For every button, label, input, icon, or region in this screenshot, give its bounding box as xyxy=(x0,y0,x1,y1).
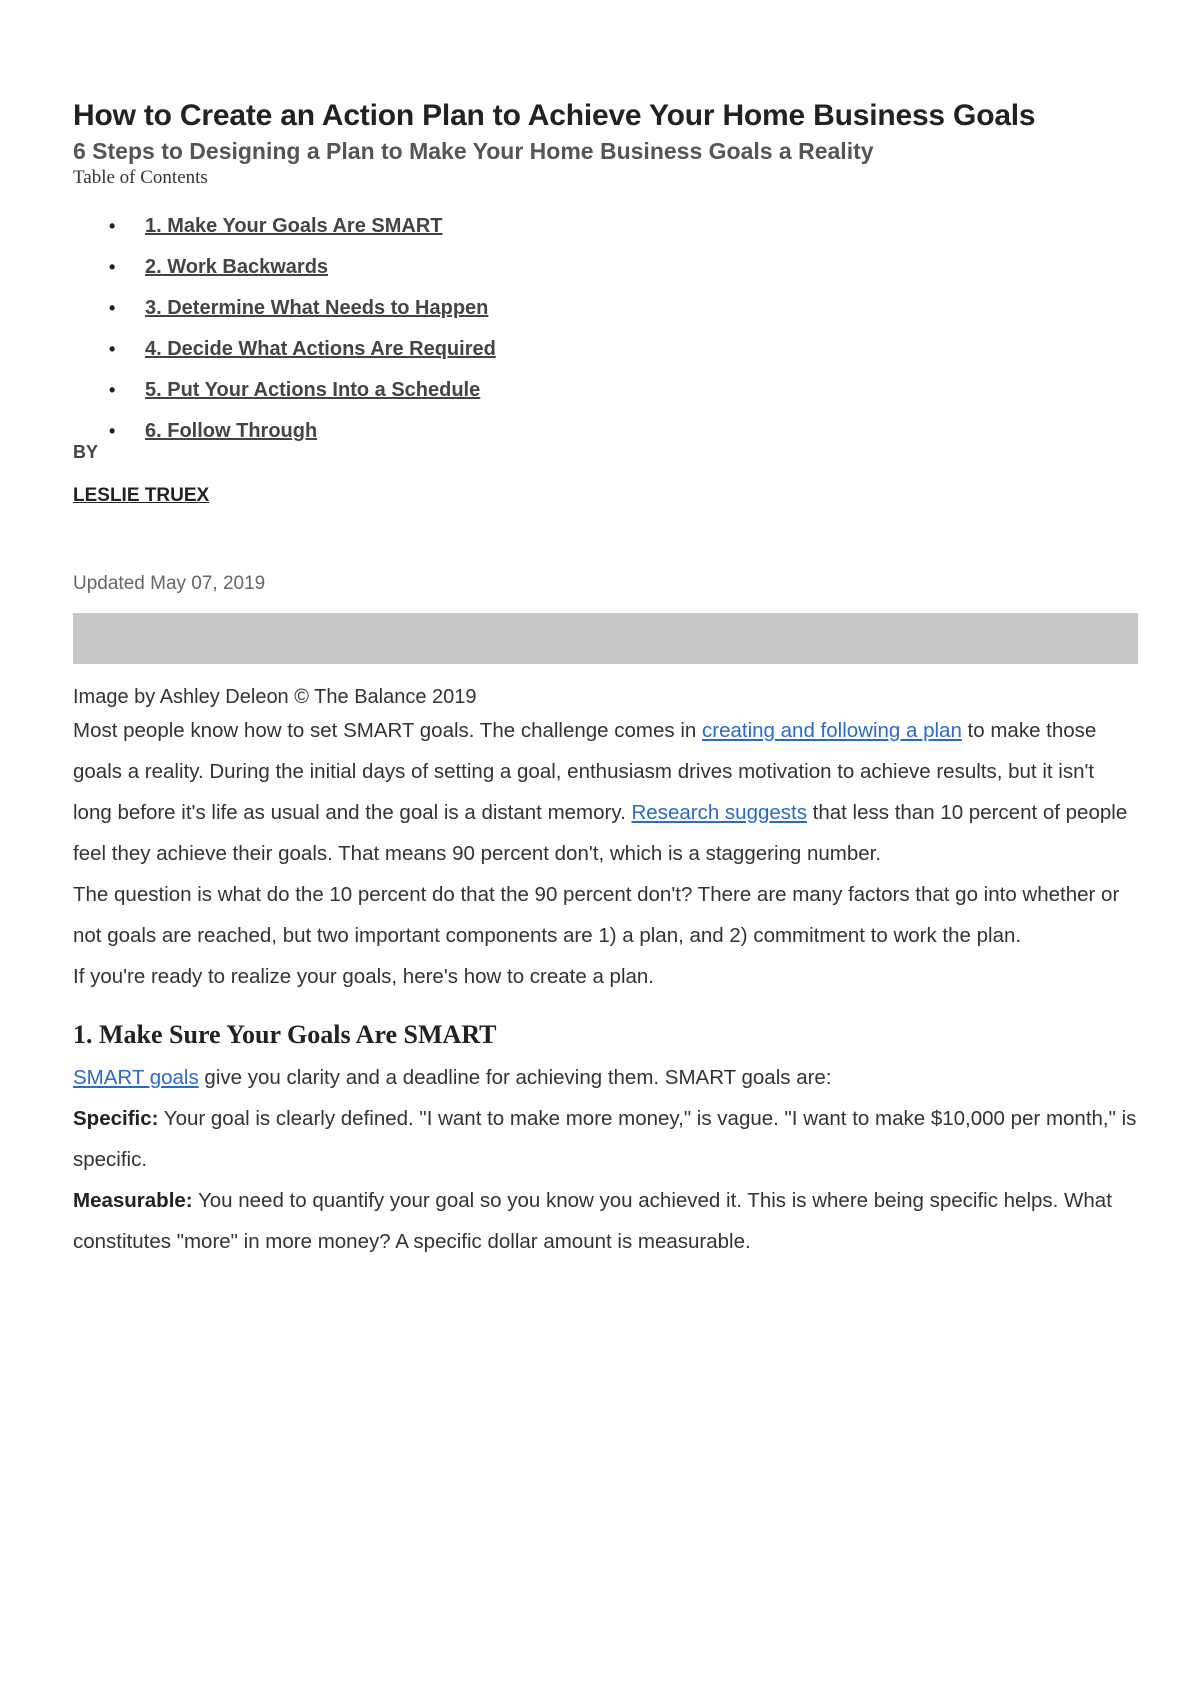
toc-item xyxy=(109,288,1138,329)
article-title: How to Create an Action Plan to Achieve Your Home Business Goals xyxy=(73,99,1036,132)
paragraph-specific xyxy=(73,1098,1138,1180)
image-caption: Image by Ashley Deleon © The Balance 2019 xyxy=(73,686,477,708)
toc-link-5[interactable]: 5. Put Your Actions Into a Schedule xyxy=(145,379,481,401)
author-name xyxy=(73,484,1138,508)
table-of-contents xyxy=(73,206,1138,452)
bullet-icon: • xyxy=(109,421,116,441)
paragraph-text: to make those goals a reality. During the initial days of setting a goal, enthusiasm drives motivation to achieve results, but it isn't long before it's life as usual and the goal is a distant memory. xyxy=(73,719,1097,824)
toc-link-2[interactable]: 2. Work Backwards xyxy=(145,256,329,278)
research-link[interactable]: Research suggests xyxy=(631,801,807,824)
paragraph-text: Your goal is clearly defined. "I want to make more money," is vague. "I want to make $10,000 per month," is specific. xyxy=(73,1107,1137,1171)
author-link[interactable]: LESLIE TRUEX xyxy=(73,485,210,506)
paragraph-text: You need to quantify your goal so you know you achieved it. This is where being specific helps. What constitutes "more" in more money? A specific dollar amount is measurable. xyxy=(73,1189,1112,1253)
section-heading-1: 1. Make Sure Your Goals Are SMART xyxy=(73,1020,497,1049)
bullet-icon: • xyxy=(109,257,116,277)
toc-item xyxy=(109,370,1138,411)
toc-link-4[interactable]: 4. Decide What Actions Are Required xyxy=(145,338,496,360)
article xyxy=(73,96,1138,1262)
paragraph-text: that less than 10 percent of people feel they achieve their goals. That means 90 percent don't, which is a staggering number. xyxy=(73,801,1128,865)
toc-item xyxy=(109,247,1138,288)
paragraph-ready: If you're ready to realize your goals, here's how to create a plan. xyxy=(73,965,655,988)
toc-item xyxy=(109,206,1138,247)
bullet-icon: • xyxy=(109,339,116,359)
byline-label: BY xyxy=(73,442,99,462)
updated-date: Updated May 07, 2019 xyxy=(73,573,266,594)
toc-link-1[interactable]: 1. Make Your Goals Are SMART xyxy=(145,215,443,237)
smart-goals-link[interactable]: SMART goals xyxy=(73,1066,199,1089)
term-measurable: Measurable: xyxy=(73,1189,193,1212)
term-specific: Specific: xyxy=(73,1107,159,1130)
bullet-icon: • xyxy=(109,380,116,400)
toc-link-3[interactable]: 3. Determine What Needs to Happen xyxy=(145,297,489,319)
paragraph-text: give you clarity and a deadline for achieving them. SMART goals are: xyxy=(198,1066,832,1089)
toc-item xyxy=(109,329,1138,370)
toc-item xyxy=(109,411,1138,452)
article-image xyxy=(73,613,1138,664)
bullet-icon: • xyxy=(109,216,116,236)
paragraph-question: The question is what do the 10 percent do that the 90 percent don't? There are many factors that go into whether or not goals are reached, but two important components are 1) a plan, and 2) commitment to work the plan. xyxy=(73,883,1120,947)
paragraph-text: Most people know how to set SMART goals. The challenge comes in xyxy=(73,719,703,742)
article-subtitle: 6 Steps to Designing a Plan to Make Your Home Business Goals a Reality xyxy=(73,138,874,164)
toc-link-6[interactable]: 6. Follow Through xyxy=(145,420,318,442)
toc-label: Table of Contents xyxy=(73,167,208,188)
paragraph-smart xyxy=(73,1057,1138,1098)
paragraph-intro xyxy=(73,710,1138,874)
bullet-icon: • xyxy=(109,298,116,318)
creating-plan-link[interactable]: creating and following a plan xyxy=(702,719,962,742)
paragraph-measurable xyxy=(73,1180,1138,1262)
